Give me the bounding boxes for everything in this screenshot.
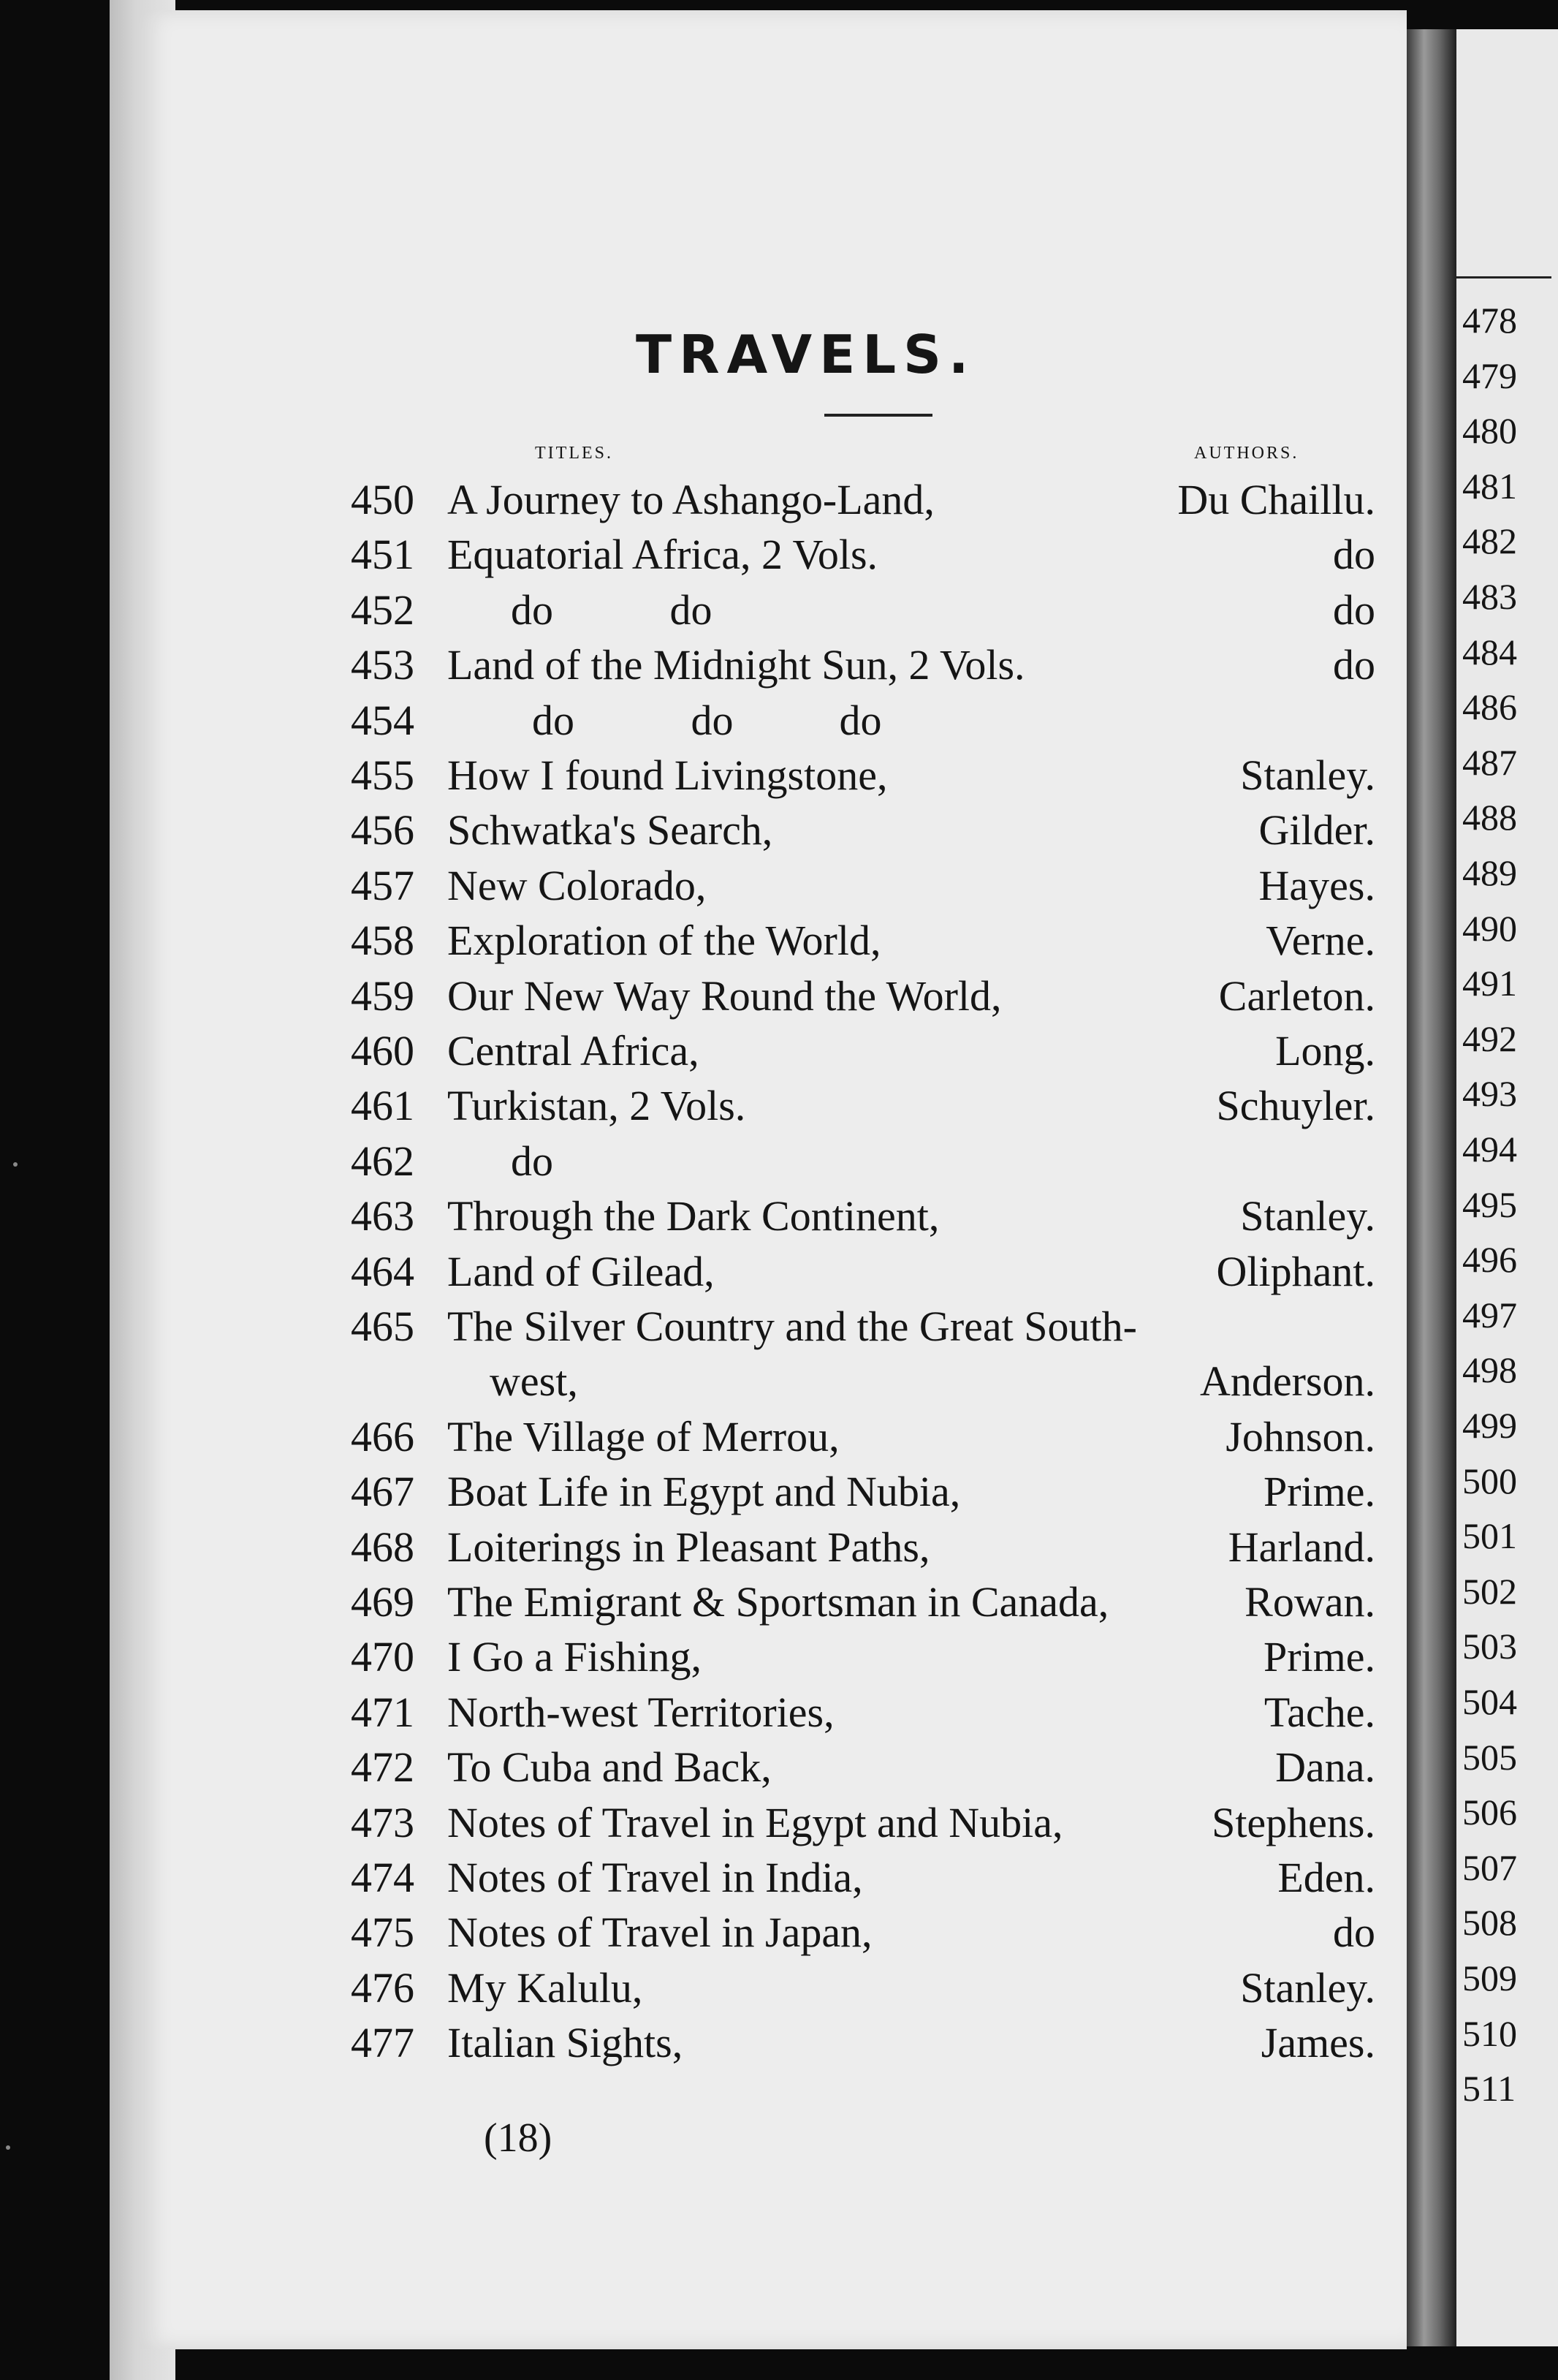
- authors-column-header: AUTHORS.: [1194, 444, 1299, 463]
- entry-author: Stephens.: [1212, 1799, 1375, 1846]
- catalog-entry: [0, 693, 1407, 749]
- entry-number: 468: [351, 1523, 414, 1571]
- entry-number: 455: [351, 751, 414, 799]
- entry-number: 459: [351, 972, 414, 1020]
- catalog-entry: [0, 1629, 1407, 1685]
- entry-author: Prime.: [1263, 1633, 1375, 1680]
- entry-title: I Go a Fishing,: [447, 1633, 702, 1680]
- titles-column-header: TITLES.: [535, 444, 613, 463]
- entry-number: 463: [351, 1192, 414, 1240]
- entry-title: Turkistan, 2 Vols.: [447, 1082, 746, 1129]
- entry-title: Italian Sights,: [447, 2019, 683, 2066]
- entry-author: Schuyler.: [1216, 1082, 1375, 1129]
- entry-title: The Silver Country and the Great South-: [447, 1303, 1137, 1350]
- catalog-entry: [0, 748, 1407, 803]
- entry-author: Long.: [1275, 1027, 1375, 1075]
- facing-page-number: 486: [1462, 686, 1517, 727]
- entry-number: 470: [351, 1633, 414, 1680]
- entry-number: 461: [351, 1082, 414, 1129]
- entry-title: west,: [447, 1357, 578, 1405]
- catalog-entry: [0, 472, 1407, 528]
- scan-speck: [6, 2145, 10, 2150]
- facing-page-number: 507: [1462, 1847, 1517, 1888]
- facing-page-number: 511: [1462, 2068, 1516, 2109]
- entry-author: Anderson.: [1199, 1357, 1375, 1405]
- entry-number: 473: [351, 1799, 414, 1846]
- facing-page-number: 496: [1462, 1239, 1517, 1280]
- facing-page-number: 500: [1462, 1460, 1517, 1501]
- catalog-entry: [0, 527, 1407, 583]
- entry-number: 474: [351, 1854, 414, 1901]
- facing-page-number: 483: [1462, 576, 1517, 617]
- entry-title: New Colorado,: [447, 862, 707, 909]
- entry-title: Equatorial Africa, 2 Vols.: [447, 531, 878, 578]
- entry-title: Land of Gilead,: [447, 1248, 715, 1295]
- entry-title: The Village of Merrou,: [447, 1413, 840, 1460]
- catalog-entry: [0, 913, 1407, 969]
- entry-number: 456: [351, 806, 414, 854]
- catalog-entry: [0, 1299, 1407, 1354]
- entry-title: Our New Way Round the World,: [447, 972, 1002, 1020]
- facing-page-rule: [1456, 276, 1551, 278]
- entry-title: Notes of Travel in Japan,: [447, 1909, 873, 1956]
- entry-title: Central Africa,: [447, 1027, 699, 1075]
- entry-title: To Cuba and Back,: [447, 1743, 772, 1791]
- entry-number: 451: [351, 531, 414, 578]
- entry-author: do: [1333, 641, 1375, 689]
- page-gutter: [1407, 29, 1456, 2346]
- entry-number: 454: [351, 697, 414, 744]
- entry-title: How I found Livingstone,: [447, 751, 888, 799]
- entry-title: Loiterings in Pleasant Paths,: [447, 1523, 930, 1571]
- entry-title: A Journey to Ashango-Land,: [447, 476, 935, 523]
- catalog-entry: [0, 1850, 1407, 1906]
- entry-number: 464: [351, 1248, 414, 1295]
- entry-title: Boat Life in Egypt and Nubia,: [447, 1468, 961, 1515]
- entry-number: 471: [351, 1689, 414, 1736]
- entry-number: 457: [351, 862, 414, 909]
- catalog-entry: [0, 1244, 1407, 1300]
- entry-title: Exploration of the World,: [447, 917, 881, 964]
- entry-number: 465: [351, 1303, 414, 1350]
- entry-title: Notes of Travel in Egypt and Nubia,: [447, 1799, 1063, 1846]
- entry-author: Hayes.: [1258, 862, 1375, 909]
- facing-page-number: 488: [1462, 797, 1517, 838]
- page-heading: TRAVELS.: [636, 324, 976, 385]
- facing-page-edge: [1456, 29, 1558, 2346]
- entry-number: 472: [351, 1743, 414, 1791]
- entry-title: do do do: [447, 697, 882, 744]
- entry-author: do: [1333, 531, 1375, 578]
- facing-page-number: 499: [1462, 1405, 1517, 1446]
- entry-title: do do: [447, 586, 712, 634]
- catalog-entry: [0, 1354, 1407, 1409]
- entry-author: Oliphant.: [1216, 1248, 1375, 1295]
- catalog-entry: [0, 803, 1407, 858]
- catalog-entry: [0, 1574, 1407, 1630]
- entry-number: 460: [351, 1027, 414, 1075]
- page-number: (18): [484, 2115, 552, 2161]
- catalog-entry: [0, 1960, 1407, 2016]
- entry-author: Gilder.: [1258, 806, 1375, 854]
- facing-page-number: 487: [1462, 742, 1517, 783]
- entry-author: Harland.: [1228, 1523, 1375, 1571]
- facing-page-number: 509: [1462, 1958, 1517, 1998]
- facing-page-number: 489: [1462, 852, 1517, 893]
- entry-title: My Kalulu,: [447, 1964, 643, 2012]
- catalog-entry: [0, 1464, 1407, 1520]
- facing-page-number: 491: [1462, 963, 1517, 1004]
- facing-page-number: 502: [1462, 1571, 1517, 1612]
- catalog-entry: [0, 2015, 1407, 2071]
- facing-page-number: 490: [1462, 908, 1517, 949]
- facing-page-number: 482: [1462, 520, 1517, 561]
- facing-page-number: 481: [1462, 466, 1517, 507]
- entry-author: James.: [1261, 2019, 1375, 2066]
- entry-number: 458: [351, 917, 414, 964]
- facing-page-number: 498: [1462, 1349, 1517, 1390]
- facing-page-number: 480: [1462, 410, 1517, 451]
- facing-page-number: 493: [1462, 1073, 1517, 1114]
- facing-page-number: 492: [1462, 1018, 1517, 1059]
- catalog-entry: [0, 858, 1407, 914]
- entry-author: Du Chaillu.: [1177, 476, 1375, 523]
- catalog-entry: [0, 1078, 1407, 1134]
- entry-title: Through the Dark Continent,: [447, 1192, 940, 1240]
- catalog-entry: [0, 1134, 1407, 1189]
- entry-author: Carleton.: [1218, 972, 1375, 1020]
- facing-page-number: 508: [1462, 1902, 1517, 1943]
- entry-author: Johnson.: [1226, 1413, 1375, 1460]
- entry-number: 477: [351, 2019, 414, 2066]
- catalog-entry: [0, 969, 1407, 1024]
- catalog-entry: [0, 1409, 1407, 1465]
- facing-page-number: 495: [1462, 1184, 1517, 1225]
- catalog-entry: [0, 637, 1407, 693]
- entry-number: 466: [351, 1413, 414, 1460]
- catalog-entry: [0, 1023, 1407, 1079]
- entry-author: Rowan.: [1244, 1578, 1375, 1626]
- entry-number: 469: [351, 1578, 414, 1626]
- catalog-entry: [0, 1685, 1407, 1740]
- entry-title: Land of the Midnight Sun, 2 Vols.: [447, 641, 1025, 689]
- facing-page-number: 484: [1462, 632, 1517, 672]
- facing-page-number: 479: [1462, 355, 1517, 396]
- facing-page-number: 478: [1462, 300, 1517, 341]
- facing-page-number: 494: [1462, 1129, 1517, 1170]
- entry-author: Stanley.: [1240, 1964, 1375, 2012]
- catalog-entry: [0, 583, 1407, 638]
- facing-page-number: 504: [1462, 1681, 1517, 1722]
- entry-number: 452: [351, 586, 414, 634]
- entry-title: do: [447, 1137, 553, 1185]
- entry-title: Notes of Travel in India,: [447, 1854, 863, 1901]
- catalog-entry: [0, 1795, 1407, 1851]
- entry-title: The Emigrant & Sportsman in Canada,: [447, 1578, 1109, 1626]
- entry-author: do: [1333, 586, 1375, 634]
- facing-page-number: 503: [1462, 1626, 1517, 1667]
- scan-speck: [13, 1162, 18, 1167]
- entry-author: Tache.: [1264, 1689, 1375, 1736]
- facing-page-number: 497: [1462, 1295, 1517, 1335]
- entry-number: 450: [351, 476, 414, 523]
- facing-page-number: 506: [1462, 1792, 1517, 1833]
- entry-author: do: [1333, 1909, 1375, 1956]
- entry-title: Schwatka's Search,: [447, 806, 773, 854]
- catalog-entry: [0, 1740, 1407, 1795]
- heading-rule: [824, 414, 932, 417]
- entry-author: Prime.: [1263, 1468, 1375, 1515]
- catalog-entry: [0, 1905, 1407, 1960]
- entry-title: North-west Territories,: [447, 1689, 835, 1736]
- entry-number: 462: [351, 1137, 414, 1185]
- entry-author: Verne.: [1266, 917, 1375, 964]
- catalog-entry: [0, 1189, 1407, 1244]
- entry-number: 467: [351, 1468, 414, 1515]
- catalog-entry: [0, 1520, 1407, 1575]
- facing-page-number: 510: [1462, 2013, 1517, 2054]
- facing-page-number: 501: [1462, 1515, 1517, 1556]
- entry-author: Stanley.: [1240, 751, 1375, 799]
- entry-author: Dana.: [1275, 1743, 1375, 1791]
- entry-author: Eden.: [1277, 1854, 1375, 1901]
- entry-number: 453: [351, 641, 414, 689]
- facing-page-number: 505: [1462, 1737, 1517, 1778]
- entry-number: 476: [351, 1964, 414, 2012]
- entry-number: 475: [351, 1909, 414, 1956]
- entry-author: Stanley.: [1240, 1192, 1375, 1240]
